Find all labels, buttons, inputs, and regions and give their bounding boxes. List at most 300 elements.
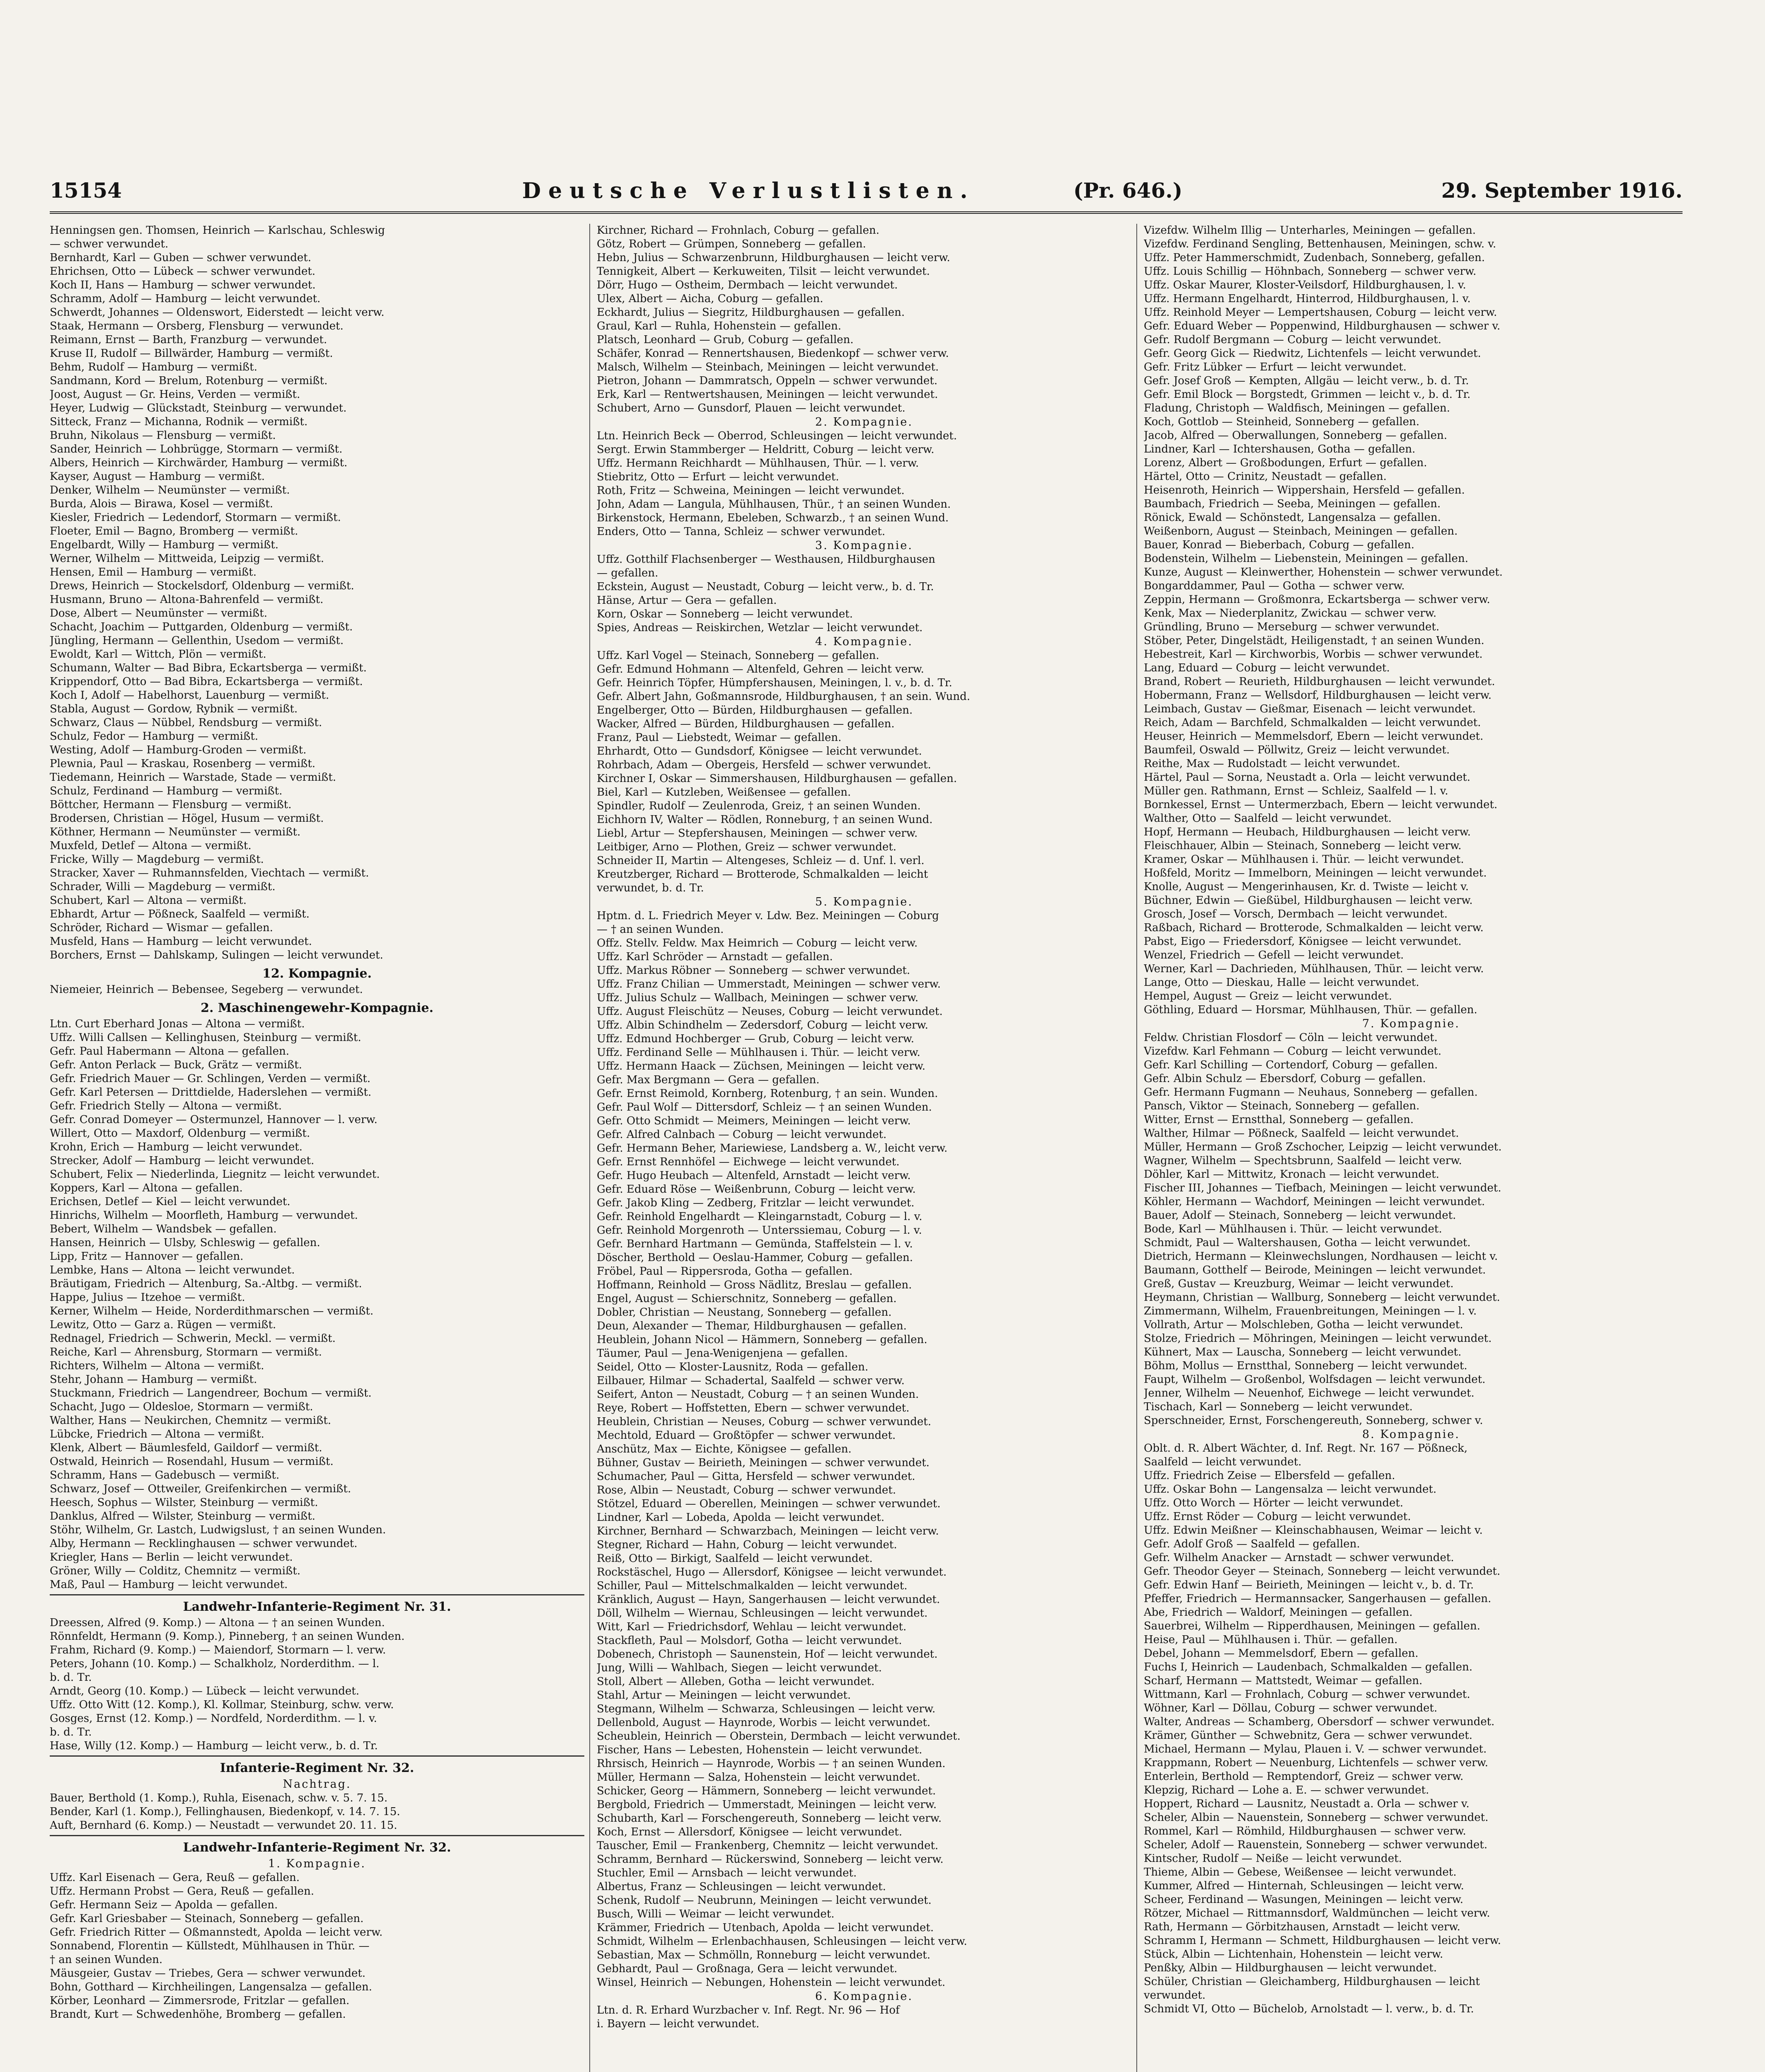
casualty-entry: Heuser, Heinrich — Memmelsdorf, Ebern — leicht verwundet. bbox=[1144, 730, 1484, 743]
casualty-entry: Engel, August — Schierschnitz, Sonneberg — gefallen. bbox=[597, 1293, 897, 1305]
casualty-entry: Brodersen, Christian — Högel, Husum — vermißt. bbox=[50, 812, 324, 825]
casualty-entry: Gefr. Hermann Seiz — Apolda — gefallen. bbox=[50, 1899, 278, 1911]
casualty-entry: Vizefdw. Ferdinand Sengling, Bettenhausen, Meiningen, schw. v. bbox=[1144, 238, 1496, 250]
casualty-entry: Kunze, August — Kleinwerther, Hohenstein — schwer verwundet. bbox=[1144, 566, 1503, 579]
casualty-entry: Alby, Hermann — Recklinghausen — schwer verwundet. bbox=[50, 1537, 358, 1550]
casualty-entry: Erichsen, Detlef — Kiel — leicht verwundet. bbox=[50, 1196, 291, 1208]
casualty-entry: Vizefdw. Wilhelm Illig — Unterharles, Meiningen — gefallen. bbox=[1144, 224, 1476, 237]
casualty-entry: Uffz. Louis Schillig — Höhnbach, Sonneberg — schwer verw. bbox=[1144, 265, 1477, 278]
casualty-entry: Schrader, Willi — Magdeburg — vermißt. bbox=[50, 881, 276, 893]
casualty-entry: Gefr. Max Bergmann — Gera — gefallen. bbox=[597, 1074, 820, 1086]
casualty-entry: Rommel, Karl — Römhild, Hildburghausen — schwer verw. bbox=[1144, 1825, 1466, 1837]
column-2 bbox=[597, 224, 1131, 2072]
casualty-entry: Schramm, Hans — Gadebusch — vermißt. bbox=[50, 1469, 280, 1481]
company-heading: 7. Kompagnie. bbox=[1362, 1017, 1460, 1030]
casualty-entry: Vollrath, Artur — Molschleben, Gotha — leicht verwundet. bbox=[1144, 1319, 1463, 1331]
casualty-entry: Bernhardt, Karl — Guben — schwer verwundet. bbox=[50, 252, 311, 264]
casualty-entry: Götz, Robert — Grümpen, Sonneberg — gefallen. bbox=[597, 238, 866, 250]
casualty-entry: Baumfeil, Oswald — Pöllwitz, Greiz — leicht verwundet. bbox=[1144, 744, 1450, 756]
casualty-entry: Gebhardt, Paul — Großnaga, Gera — leicht verwundet. bbox=[597, 1963, 898, 1975]
casualty-entry: Gefr. Hugo Heubach — Altenfeld, Arnstadt — leicht verw. bbox=[597, 1169, 911, 1182]
casualty-entry: Mechtold, Eduard — Großtöpfer — schwer verwundet. bbox=[597, 1429, 896, 1442]
casualty-entry: Stracker, Xaver — Ruhmannsfelden, Viechtach — vermißt. bbox=[50, 867, 369, 879]
casualty-entry: Stabla, August — Gordow, Rybnik — vermißt. bbox=[50, 703, 298, 715]
casualty-entry: Uffz. Edwin Meißner — Kleinschabhausen, Weimar — leicht v. bbox=[1144, 1524, 1483, 1537]
casualty-entry: Hoffmann, Reinhold — Gross Nädlitz, Breslau — gefallen. bbox=[597, 1279, 912, 1291]
casualty-entry: Härtel, Otto — Crinitz, Neustadt — gefallen. bbox=[1144, 470, 1387, 483]
casualty-entry: Rockstäschel, Hugo — Allersdorf, Königsee — leicht verwundet. bbox=[597, 1566, 947, 1578]
casualty-entry: Hebn, Julius — Schwarzenbrunn, Hildburghausen — leicht verw. bbox=[597, 252, 950, 264]
casualty-entry: Reimann, Ernst — Barth, Franzburg — verwundet. bbox=[50, 334, 327, 346]
casualty-entry: Rose, Albin — Neustadt, Coburg — schwer verwundet. bbox=[597, 1484, 896, 1496]
casualty-entry: Heublein, Christian — Neuses, Coburg — schwer verwundet. bbox=[597, 1416, 932, 1428]
casualty-entry: Offz. Stellv. Feldw. Max Heimrich — Coburg — leicht verw. bbox=[597, 937, 918, 949]
casualty-entry: Seifert, Anton — Neustadt, Coburg — † an seinen Wunden. bbox=[597, 1388, 919, 1401]
casualty-entry: Gefr. Albin Schulz — Ebersdorf, Coburg — gefallen. bbox=[1144, 1072, 1426, 1085]
casualty-entry: Köthner, Hermann — Neumünster — vermißt. bbox=[50, 826, 301, 838]
company-heading: 2. Kompagnie. bbox=[815, 416, 913, 428]
casualty-entry: Ostwald, Heinrich — Rosendahl, Husum — vermißt. bbox=[50, 1455, 334, 1468]
casualty-entry: Pietron, Johann — Dammratsch, Oppeln — schwer verwundet. bbox=[597, 375, 938, 387]
casualty-entry: Gefr. Alfred Calnbach — Coburg — leicht verwundet. bbox=[597, 1128, 887, 1141]
company-heading: 6. Kompagnie. bbox=[815, 1990, 913, 2003]
casualty-entry: Hinrichs, Wilhelm — Moorfleth, Hamburg — verwundet. bbox=[50, 1209, 358, 1222]
casualty-entry: Werner, Wilhelm — Mittweida, Leipzig — vermißt. bbox=[50, 552, 324, 565]
casualty-entry: Sonnabend, Florentin — Küllstedt, Mühlhausen in Thür. — bbox=[50, 1940, 370, 1952]
casualty-entry: Gefr. Fritz Lübker — Erfurt — leicht verwundet. bbox=[1144, 361, 1407, 373]
casualty-entry: Schramm, Adolf — Hamburg — leicht verwundet. bbox=[50, 293, 321, 305]
casualty-entry: Fröbel, Paul — Rippersroda, Gotha — gefallen. bbox=[597, 1265, 853, 1278]
casualty-entry: Dellenbold, August — Haynrode, Worbis — leicht verwundet. bbox=[597, 1716, 931, 1729]
casualty-entry: Ltn. Heinrich Beck — Oberrod, Schleusingen — leicht verwundet. bbox=[597, 430, 957, 442]
issue-number: (Pr. 646.) bbox=[1073, 178, 1183, 203]
casualty-entry: Hansen, Heinrich — Ulsby, Schleswig — gefallen. bbox=[50, 1237, 320, 1249]
casualty-entry: Willert, Otto — Maxdorf, Oldenburg — vermißt. bbox=[50, 1127, 310, 1140]
casualty-entry: Täumer, Paul — Jena-Wenigenjena — gefallen. bbox=[597, 1347, 848, 1360]
casualty-entry: Pfeffer, Friedrich — Hermannsacker, Sangerhausen — gefallen. bbox=[1144, 1593, 1491, 1605]
casualty-entry: Eckstein, August — Neustadt, Coburg — leicht verw., b. d. Tr. bbox=[597, 581, 934, 593]
casualty-entry: Wöhner, Karl — Döllau, Coburg — schwer verwundet. bbox=[1144, 1702, 1438, 1714]
company-heading: Nachtrag. bbox=[283, 1778, 351, 1791]
casualty-entry: Reithe, Max — Rudolstadt — leicht verwundet. bbox=[1144, 758, 1400, 770]
casualty-entry: Korn, Oskar — Sonneberg — leicht verwundet. bbox=[597, 608, 853, 620]
casualty-entry: Kummer, Alfred — Hinternah, Schleusingen — leicht verw. bbox=[1144, 1880, 1464, 1892]
company-heading: 5. Kompagnie. bbox=[815, 896, 913, 908]
casualty-entry: Schubert, Felix — Niederlinda, Liegnitz — leicht verwundet. bbox=[50, 1168, 380, 1181]
section-rule bbox=[50, 1594, 584, 1595]
casualty-entry: Döll, Wilhelm — Wiernau, Schleusingen — leicht verwundet. bbox=[597, 1607, 928, 1619]
casualty-entry: Walther, Hans — Neukirchen, Chemnitz — vermißt. bbox=[50, 1414, 332, 1427]
casualty-entry: Gosges, Ernst (12. Komp.) — Nordfeld, Norderdithm. — l. v. bbox=[50, 1712, 377, 1725]
casualty-entry: Bergbold, Friedrich — Ummerstadt, Meiningen — leicht verw. bbox=[597, 1798, 937, 1811]
casualty-entry: Bühner, Gustav — Beirieth, Meiningen — schwer verwundet. bbox=[597, 1457, 930, 1469]
column-divider bbox=[589, 224, 590, 2072]
casualty-entry: Happe, Julius — Itzehoe — vermißt. bbox=[50, 1291, 245, 1304]
casualty-entry: Koch, Gottlob — Steinheid, Sonneberg — gefallen. bbox=[1144, 416, 1420, 428]
casualty-entry: Floeter, Emil — Bagno, Bromberg — vermißt. bbox=[50, 525, 298, 537]
casualty-entry: Rohrbach, Adam — Obergeis, Hersfeld — schwer verwundet. bbox=[597, 759, 931, 771]
casualty-entry: Albers, Heinrich — Kirchwärder, Hamburg — vermißt. bbox=[50, 457, 348, 469]
casualty-entry: Frahm, Richard (9. Komp.) — Maiendorf, Stormarn — l. verw. bbox=[50, 1644, 386, 1656]
casualty-entry: Engelbardt, Willy — Hamburg — vermißt. bbox=[50, 539, 279, 551]
casualty-entry: Koppers, Karl — Altona — gefallen. bbox=[50, 1182, 243, 1194]
casualty-entry: Ehrhardt, Otto — Gundsdorf, Königsee — leicht verwundet. bbox=[597, 745, 922, 758]
casualty-entry: Schumacher, Paul — Gitta, Hersfeld — schwer verwundet. bbox=[597, 1470, 915, 1483]
casualty-entry: Gefr. Eduard Weber — Poppenwind, Hildburghausen — schwer v. bbox=[1144, 320, 1501, 332]
casualty-entry: Bauer, Adolf — Steinach, Sonneberg — leicht verwundet. bbox=[1144, 1209, 1456, 1222]
casualty-entry: Uffz. Markus Röbner — Sonneberg — schwer verwundet. bbox=[597, 964, 910, 977]
casualty-entry: Gefr. Albert Jahn, Goßmannsrode, Hildburghausen, † an sein. Wund. bbox=[597, 690, 971, 703]
casualty-entry: Döscher, Berthold — Oeslau-Hammer, Coburg — gefallen. bbox=[597, 1251, 913, 1264]
casualty-entry: Denker, Wilhelm — Neumünster — vermißt. bbox=[50, 484, 290, 496]
casualty-entry: Schubert, Karl — Altona — vermißt. bbox=[50, 894, 247, 907]
casualty-entry: Kramer, Oskar — Mühlhausen i. Thür. — leicht verwundet. bbox=[1144, 853, 1464, 866]
casualty-entry: Kränklich, August — Hayn, Sangerhausen — leicht verwundet. bbox=[597, 1593, 940, 1606]
casualty-entry: Thieme, Albin — Gebese, Weißensee — leicht verwundet. bbox=[1144, 1866, 1457, 1878]
casualty-entry: Reiß, Otto — Birkigt, Saalfeld — leicht verwundet. bbox=[597, 1552, 873, 1565]
casualty-entry: Fischer, Hans — Lebesten, Hohenstein — leicht verwundet. bbox=[597, 1744, 922, 1756]
casualty-entry: Debel, Johann — Memmelsdorf, Ebern — gefallen. bbox=[1144, 1647, 1419, 1660]
casualty-entry: Gefr. Josef Groß — Kempten, Allgäu — leicht verw., b. d. Tr. bbox=[1144, 375, 1469, 387]
casualty-entry: Bohn, Gotthard — Kirchheilingen, Langensalza — gefallen. bbox=[50, 1981, 372, 1993]
casualty-entry: Ulex, Albert — Aicha, Coburg — gefallen. bbox=[597, 293, 823, 305]
page-header bbox=[50, 178, 1683, 214]
casualty-entry: Engelberger, Otto — Bürden, Hildburghausen — gefallen. bbox=[597, 704, 913, 716]
casualty-entry: Schwerdt, Johannes — Oldenswort, Eiderstedt — leicht verw. bbox=[50, 306, 385, 319]
casualty-entry: Fischer III, Johannes — Tiefbach, Meiningen — leicht verwundet. bbox=[1144, 1182, 1501, 1194]
casualty-entry: † an seinen Wunden. bbox=[50, 1953, 163, 1966]
casualty-entry: Böhm, Mollus — Ernstthal, Sonneberg — leicht verwundet. bbox=[1144, 1360, 1467, 1372]
casualty-entry: Gefr. Reinhold Morgenroth — Unterssiemau, Coburg — l. v. bbox=[597, 1224, 922, 1237]
casualty-entry: Lübcke, Friedrich — Altona — vermißt. bbox=[50, 1428, 264, 1440]
casualty-entry: Gefr. Heinrich Töpfer, Hümpfershausen, Meiningen, l. v., b. d. Tr. bbox=[597, 677, 952, 689]
casualty-entry: Birkenstock, Hermann, Ebeleben, Schwarzb., † an seinen Wund. bbox=[597, 512, 949, 524]
casualty-entry: Heymann, Christian — Wallburg, Sonneberg — leicht verwundet. bbox=[1144, 1291, 1500, 1304]
casualty-entry: Stolze, Friedrich — Möhringen, Meiningen — leicht verwundet. bbox=[1144, 1332, 1492, 1345]
regiment-heading: Infanterie-Regiment Nr. 32. bbox=[220, 1761, 414, 1775]
casualty-entry: Härtel, Paul — Sorna, Neustadt a. Orla — leicht verwundet. bbox=[1144, 771, 1471, 784]
casualty-entry: Uffz. Hermann Probst — Gera, Reuß — gefallen. bbox=[50, 1885, 314, 1898]
casualty-entry: Wagner, Wilhelm — Spechtsbrunn, Saalfeld — leicht verw. bbox=[1144, 1155, 1462, 1167]
casualty-entry: Bornkessel, Ernst — Untermerzbach, Ebern — leicht verwundet. bbox=[1144, 799, 1498, 811]
casualty-entry: Scheler, Albin — Nauenstein, Sonneberg — schwer verwundet. bbox=[1144, 1811, 1489, 1824]
casualty-entry: Stöber, Peter, Dingelstädt, Heiligenstadt, † an seinen Wunden. bbox=[1144, 634, 1484, 647]
casualty-entry: Rötzer, Michael — Rittmannsdorf, Waldmünchen — leicht verw. bbox=[1144, 1907, 1490, 1920]
casualty-entry: Reye, Robert — Hoffstetten, Ebern — schwer verwundet. bbox=[597, 1402, 910, 1414]
casualty-entry: Gefr. Paul Wolf — Dittersdorf, Schleiz — † an seinen Wunden. bbox=[597, 1101, 932, 1113]
casualty-entry: Oblt. d. R. Albert Wächter, d. Inf. Regt. Nr. 167 — Pößneck, bbox=[1144, 1442, 1468, 1455]
casualty-entry: Richters, Wilhelm — Altona — vermißt. bbox=[50, 1360, 264, 1372]
casualty-entry: Stegner, Richard — Hahn, Coburg — leicht verwundet. bbox=[597, 1539, 897, 1551]
casualty-entry: Gefr. Edwin Hanf — Beirieth, Meiningen — leicht v., b. d. Tr. bbox=[1144, 1579, 1474, 1591]
casualty-entry: Stahl, Artur — Meiningen — leicht verwundet. bbox=[597, 1689, 851, 1702]
company-heading: 4. Kompagnie. bbox=[815, 635, 913, 648]
casualty-entry: Schulz, Ferdinand — Hamburg — vermißt. bbox=[50, 785, 283, 797]
casualty-entry: Michael, Hermann — Mylau, Plauen i. V. — schwer verwundet. bbox=[1144, 1743, 1487, 1755]
casualty-entry: Walther, Otto — Saalfeld — leicht verwundet. bbox=[1144, 812, 1392, 825]
company-heading: 8. Kompagnie. bbox=[1362, 1428, 1460, 1441]
casualty-entry: Bodenstein, Wilhelm — Liebenstein, Meiningen — gefallen. bbox=[1144, 552, 1468, 565]
casualty-entry: Tennigkeit, Albert — Kerkuweiten, Tilsit — leicht verwundet. bbox=[597, 265, 930, 278]
casualty-entry: Danklus, Alfred — Wilster, Steinburg — vermißt. bbox=[50, 1510, 315, 1523]
company-heading: 1. Kompagnie. bbox=[268, 1857, 366, 1870]
casualty-entry: Peters, Johann (10. Komp.) — Schalkholz, Norderdithm. — l. bbox=[50, 1658, 380, 1670]
casualty-entry: Anschütz, Max — Eichte, Königsee — gefallen. bbox=[597, 1443, 852, 1455]
casualty-entry: Stöhr, Wilhelm, Gr. Lastch, Ludwigslust, † an seinen Wunden. bbox=[50, 1524, 386, 1536]
casualty-entry: Uffz. Ferdinand Selle — Mühlhausen i. Thür. — leicht verw. bbox=[597, 1046, 920, 1059]
page-number: 15154 bbox=[50, 178, 122, 203]
casualty-entry: Behm, Rudolf — Hamburg — vermißt. bbox=[50, 361, 257, 373]
casualty-entry: Uffz. Oskar Bohn — Langensalza — leicht verwundet. bbox=[1144, 1483, 1437, 1496]
casualty-entry: Uffz. Friedrich Zeise — Elbersfeld — gefallen. bbox=[1144, 1469, 1395, 1482]
casualty-entry: Hptm. d. L. Friedrich Meyer v. Ldw. Bez. Meiningen — Coburg bbox=[597, 910, 939, 922]
casualty-entry: Brandt, Kurt — Schwedenhöhe, Bromberg — gefallen. bbox=[50, 2008, 346, 2021]
casualty-entry: Schiller, Paul — Mittelschmalkalden — leicht verwundet. bbox=[597, 1580, 908, 1592]
casualty-entry: Uffz. Karl Vogel — Steinach, Sonneberg — gefallen. bbox=[597, 649, 879, 662]
casualty-entry: Heise, Paul — Mühlhausen i. Thür. — gefallen. bbox=[1144, 1634, 1398, 1646]
casualty-entry: Uffz. Karl Schröder — Arnstadt — gefallen. bbox=[597, 951, 833, 963]
casualty-entry: Kreutzberger, Richard — Brotterode, Schmalkalden — leicht bbox=[597, 868, 928, 881]
casualty-entry: Hensen, Emil — Hamburg — vermißt. bbox=[50, 566, 257, 579]
casualty-entry: Stegmann, Wilhelm — Schwarza, Schleusingen — leicht verw. bbox=[597, 1703, 936, 1715]
casualty-entry: Gefr. Georg Gick — Riedwitz, Lichtenfels — leicht verwundet. bbox=[1144, 347, 1481, 360]
casualty-entry: Fuchs I, Heinrich — Laudenbach, Schmalkalden — gefallen. bbox=[1144, 1661, 1473, 1673]
casualty-entry: Dobenech, Christoph — Saunenstein, Hof — leicht verwundet. bbox=[597, 1648, 938, 1661]
casualty-entry: Gründling, Bruno — Merseburg — schwer verwundet. bbox=[1144, 621, 1440, 633]
casualty-entry: Gefr. Hermann Fugmann — Neuhaus, Sonneberg — gefallen. bbox=[1144, 1086, 1478, 1099]
casualty-entry: Faupt, Wilhelm — Großenbol, Wolfsdagen — leicht verwundet. bbox=[1144, 1373, 1486, 1386]
casualty-entry: Greß, Gustav — Kreuzburg, Weimar — leicht verwundet. bbox=[1144, 1278, 1454, 1290]
casualty-entry: Husmann, Bruno — Altona-Bahrenfeld — vermißt. bbox=[50, 593, 324, 606]
casualty-entry: Ehrichsen, Otto — Lübeck — schwer verwundet. bbox=[50, 265, 316, 278]
casualty-entry: Tauscher, Emil — Frankenberg, Chemnitz — leicht verwundet. bbox=[597, 1840, 939, 1852]
casualty-entry: Dobler, Christian — Neustang, Sonneberg — gefallen. bbox=[597, 1306, 892, 1319]
casualty-entry: Gröner, Willy — Colditz, Chemnitz — vermißt. bbox=[50, 1565, 300, 1577]
casualty-entry: Platsch, Leonhard — Grub, Coburg — gefallen. bbox=[597, 334, 854, 346]
casualty-entry: Gefr. Bernhard Hartmann — Gemünda, Staffelstein — l. v. bbox=[597, 1238, 913, 1250]
casualty-entry: Maß, Paul — Hamburg — leicht verwundet. bbox=[50, 1578, 288, 1591]
casualty-entry: Kirchner, Richard — Frohnlach, Coburg — gefallen. bbox=[597, 224, 879, 237]
casualty-entry: Uffz. Willi Callsen — Kellinghusen, Steinburg — vermißt. bbox=[50, 1031, 361, 1044]
casualty-entry: Sergt. Erwin Stammberger — Heldritt, Coburg — leicht verw. bbox=[597, 443, 935, 456]
casualty-entry: Enterlein, Berthold — Remptendorf, Greiz — schwer verw. bbox=[1144, 1770, 1464, 1783]
section-rule bbox=[50, 1835, 584, 1836]
casualty-entry: Gefr. Anton Perlack — Buck, Grätz — vermißt. bbox=[50, 1059, 302, 1071]
regiment-heading: Landwehr-Infanterie-Regiment Nr. 32. bbox=[183, 1840, 451, 1855]
casualty-entry: Scheler, Adolf — Rauenstein, Sonneberg — schwer verwundet. bbox=[1144, 1839, 1488, 1851]
casualty-entry: Ebhardt, Artur — Pößneck, Saalfeld — vermißt. bbox=[50, 908, 310, 920]
casualty-entry: Bräutigam, Friedrich — Altenburg, Sa.-Altbg. — vermißt. bbox=[50, 1278, 362, 1290]
casualty-entry: Uffz. Gotthilf Flachsenberger — Westhausen, Hildburghausen bbox=[597, 553, 935, 566]
casualty-entry: Schacht, Joachim — Puttgarden, Oldenburg — vermißt. bbox=[50, 621, 353, 633]
column-1 bbox=[50, 224, 584, 2072]
casualty-entry: Kintscher, Rudolf — Neiße — leicht verwundet. bbox=[1144, 1852, 1402, 1865]
casualty-entry: b. d. Tr. bbox=[50, 1671, 92, 1684]
publication-title: Deutsche Verlustlisten. bbox=[522, 178, 975, 203]
casualty-entry: Rath, Hermann — Görbitzhausen, Arnstadt — leicht verw. bbox=[1144, 1921, 1460, 1933]
casualty-entry: Stackfleth, Paul — Molsdorf, Gotha — leicht verwundet. bbox=[597, 1634, 902, 1647]
casualty-entry: Scheublein, Heinrich — Oberstein, Dermbach — leicht verwundet. bbox=[597, 1730, 961, 1743]
casualty-entry: Jüngling, Hermann — Gellenthin, Usedom — vermißt. bbox=[50, 634, 344, 647]
casualty-entry: Kerner, Wilhelm — Heide, Norderdithmarschen — vermißt. bbox=[50, 1305, 374, 1317]
casualty-entry: Schmidt, Wilhelm — Erlenbachhausen, Schleusingen — leicht verw. bbox=[597, 1935, 967, 1948]
casualty-entry: Schmidt VI, Otto — Büchelob, Arnolstadt — l. verw., b. d. Tr. bbox=[1144, 2003, 1474, 2015]
casualty-entry: Uffz. Otto Worch — Hörter — leicht verwundet. bbox=[1144, 1497, 1404, 1509]
casualty-entry: Reiche, Karl — Ahrensburg, Stormarn — vermißt. bbox=[50, 1346, 322, 1358]
casualty-entry: Krohn, Erich — Hamburg — leicht verwundet. bbox=[50, 1141, 303, 1153]
issue-date: 29. September 1916. bbox=[1441, 178, 1683, 203]
casualty-entry: Enders, Otto — Tanna, Schleiz — schwer verwundet. bbox=[597, 525, 886, 538]
casualty-entry: Musfeld, Hans — Hamburg — leicht verwundet. bbox=[50, 935, 312, 948]
casualty-entry: Spies, Andreas — Reiskirchen, Wetzlar — leicht verwundet. bbox=[597, 622, 923, 634]
casualty-entry: Krappmann, Robert — Neuenburg, Lichtenfels — schwer verw. bbox=[1144, 1757, 1489, 1769]
casualty-entry: Köhler, Hermann — Wachdorf, Meiningen — leicht verwundet. bbox=[1144, 1196, 1485, 1208]
column-3 bbox=[1144, 224, 1678, 2072]
casualty-entry: Auft, Bernhard (6. Komp.) — Neustadt — verwundet 20. 11. 15. bbox=[50, 1819, 397, 1832]
casualty-entry: Gefr. Karl Schilling — Cortendorf, Coburg — gefallen. bbox=[1144, 1059, 1438, 1071]
casualty-entry: Lindner, Karl — Lobeda, Apolda — leicht verwundet. bbox=[597, 1511, 885, 1524]
casualty-entry: Dörr, Hugo — Ostheim, Dermbach — leicht verwundet. bbox=[597, 279, 898, 291]
casualty-entry: Müller, Hermann — Salza, Hohenstein — leicht verwundet. bbox=[597, 1771, 920, 1784]
casualty-entry: Gefr. Friedrich Ritter — Oßmannstedt, Apolda — leicht verw. bbox=[50, 1926, 383, 1939]
casualty-entry: Bauer, Berthold (1. Komp.), Ruhla, Eisenach, schw. v. 5. 7. 15. bbox=[50, 1792, 388, 1804]
casualty-entry: Zimmermann, Wilhelm, Frauenbreitungen, Meiningen — l. v. bbox=[1144, 1305, 1477, 1317]
casualty-entry: Eckhardt, Julius — Siegritz, Hildburghausen — gefallen. bbox=[597, 306, 905, 319]
casualty-entry: Hebestreit, Karl — Kirchworbis, Worbis — schwer verwundet. bbox=[1144, 648, 1483, 661]
casualty-entry: Gefr. Theodor Geyer — Steinach, Sonneberg — leicht verwundet. bbox=[1144, 1565, 1501, 1578]
casualty-entry: Bongarddammer, Paul — Gotha — schwer verw. bbox=[1144, 580, 1405, 592]
casualty-entry: Westing, Adolf — Hamburg-Groden — vermißt. bbox=[50, 744, 307, 756]
casualty-entry: Schwarz, Claus — Nübbel, Rendsburg — vermißt. bbox=[50, 716, 322, 729]
casualty-entry: Schumann, Walter — Bad Bibra, Eckartsberga — vermißt. bbox=[50, 662, 367, 674]
casualty-entry: — † an seinen Wunden. bbox=[597, 923, 724, 936]
casualty-entry: Bebert, Wilhelm — Wandsbek — gefallen. bbox=[50, 1223, 277, 1235]
casualty-entry: Hempel, August — Greiz — leicht verwundet. bbox=[1144, 990, 1392, 1002]
company-heading: 3. Kompagnie. bbox=[815, 539, 913, 552]
casualty-entry: Dreessen, Alfred (9. Komp.) — Altona — † an seinen Wunden. bbox=[50, 1617, 385, 1629]
casualty-entry: Lipp, Fritz — Hannover — gefallen. bbox=[50, 1250, 244, 1263]
casualty-entry: Gefr. Rudolf Bergmann — Coburg — leicht verwundet. bbox=[1144, 334, 1442, 346]
casualty-entry: Sauerbrei, Wilhelm — Ripperdhausen, Meiningen — gefallen. bbox=[1144, 1620, 1480, 1632]
casualty-entry: verwundet. bbox=[1144, 1989, 1206, 2002]
casualty-entry: Eichhorn IV, Walter — Rödlen, Ronneburg, † an seinen Wund. bbox=[597, 813, 933, 826]
casualty-entry: Jung, Willi — Wahlbach, Siegen — leicht verwundet. bbox=[597, 1662, 882, 1674]
casualty-entry: Rönnfeldt, Hermann (9. Komp.), Pinneberg, † an seinen Wunden. bbox=[50, 1630, 405, 1643]
casualty-entry: Schneider II, Martin — Altengeses, Schleiz — d. Unf. l. verl. bbox=[597, 854, 925, 867]
casualty-entry: Stiebritz, Otto — Erfurt — leicht verwundet. bbox=[597, 471, 839, 483]
casualty-entry: Klenk, Albert — Bäumlesfeld, Gaildorf — vermißt. bbox=[50, 1442, 322, 1454]
casualty-entry: Scharf, Hermann — Mattstedt, Weimar — gefallen. bbox=[1144, 1675, 1423, 1687]
casualty-entry: Sandmann, Kord — Brelum, Rotenburg — vermißt. bbox=[50, 375, 328, 387]
casualty-entry: Busch, Willi — Weimar — leicht verwundet. bbox=[597, 1908, 835, 1920]
casualty-entry: Jenner, Wilhelm — Neuenhof, Eichwege — leicht verwundet. bbox=[1144, 1387, 1474, 1399]
casualty-entry: Eilbauer, Hilmar — Schadertal, Saalfeld — schwer verw. bbox=[597, 1375, 905, 1387]
casualty-entry: Werner, Karl — Dachrieden, Mühlhausen, Thür. — leicht verw. bbox=[1144, 963, 1484, 975]
casualty-entry: Gefr. Edmund Hohmann — Altenfeld, Gehren — leicht verw. bbox=[597, 663, 924, 675]
casualty-entry: Schmidt, Paul — Waltershausen, Gotha — leicht verwundet. bbox=[1144, 1237, 1471, 1249]
casualty-entry: Staak, Hermann — Orsberg, Flensburg — verwundet. bbox=[50, 320, 344, 332]
casualty-entry: Schwarz, Josef — Ottweiler, Greifenkirchen — vermißt. bbox=[50, 1483, 351, 1495]
section-rule bbox=[50, 1755, 584, 1757]
casualty-entry: Spindler, Rudolf — Zeulenroda, Greiz, † an seinen Wunden. bbox=[597, 800, 921, 812]
casualty-entry: Albertus, Franz — Schleusingen — leicht verwundet. bbox=[597, 1881, 886, 1893]
casualty-entry: Muxfeld, Detlef — Altona — vermißt. bbox=[50, 840, 252, 852]
casualty-entry: Uffz. Reinhold Meyer — Lempertshausen, Coburg — leicht verw. bbox=[1144, 306, 1497, 319]
casualty-entry: Heisenroth, Heinrich — Wippershain, Hersfeld — gefallen. bbox=[1144, 484, 1465, 496]
casualty-entry: Bruhn, Nikolaus — Flensburg — vermißt. bbox=[50, 429, 276, 442]
casualty-entry: Joost, August — Gr. Heins, Verden — vermißt. bbox=[50, 388, 300, 401]
casualty-entry: Raßbach, Richard — Brotterode, Schmalkalden — leicht verw. bbox=[1144, 922, 1484, 934]
casualty-entry: Wenzel, Friedrich — Gefell — leicht verwundet. bbox=[1144, 949, 1404, 961]
casualty-entry: Krämmer, Friedrich — Utenbach, Apolda — leicht verwundet. bbox=[597, 1922, 934, 1934]
casualty-entry: Wacker, Alfred — Bürden, Hildburghausen — gefallen. bbox=[597, 718, 895, 730]
casualty-entry: Baumann, Gotthelf — Beirode, Meiningen — leicht verwundet. bbox=[1144, 1264, 1486, 1276]
casualty-entry: Leimbach, Gustav — Gießmar, Eisenach — leicht verwundet. bbox=[1144, 703, 1476, 715]
casualty-entry: Heyer, Ludwig — Glückstadt, Steinburg — verwundet. bbox=[50, 402, 347, 414]
casualty-entry: Roth, Fritz — Schweina, Meiningen — leicht verwundet. bbox=[597, 484, 905, 497]
casualty-entry: Gefr. Wilhelm Anacker — Arnstadt — schwer verwundet. bbox=[1144, 1552, 1454, 1564]
casualty-entry: Uffz. Franz Chilian — Ummerstadt, Meiningen — schwer verw. bbox=[597, 978, 941, 990]
casualty-entry: Krämer, Günther — Schwebnitz, Gera — schwer verwundet. bbox=[1144, 1729, 1473, 1742]
casualty-entry: Pansch, Viktor — Steinach, Sonneberg — gefallen. bbox=[1144, 1100, 1420, 1112]
casualty-entry: Hoßfeld, Moritz — Immelborn, Meiningen — leicht verwundet. bbox=[1144, 867, 1487, 879]
casualty-entry: Kühnert, Max — Lauscha, Sonneberg — leicht verwundet. bbox=[1144, 1346, 1462, 1358]
casualty-entry: Liebl, Artur — Stepfershausen, Meiningen — schwer verw. bbox=[597, 827, 918, 840]
casualty-entry: Kenk, Max — Niederplanitz, Zwickau — schwer verw. bbox=[1144, 607, 1437, 620]
casualty-entry: Schubarth, Karl — Forschengereuth, Sonneberg — leicht verw. bbox=[597, 1812, 942, 1825]
casualty-entry: Jacob, Alfred — Oberwallungen, Sonneberg — gefallen. bbox=[1144, 429, 1448, 442]
casualty-entry: Kriegler, Hans — Berlin — leicht verwundet. bbox=[50, 1551, 293, 1564]
casualty-entry: Ltn. Curt Eberhard Jonas — Altona — vermißt. bbox=[50, 1018, 305, 1030]
casualty-entry: Klepzig, Richard — Lohe a. E. — schwer verwundet. bbox=[1144, 1784, 1429, 1796]
casualty-entry: Bauer, Konrad — Bieberbach, Coburg — gefallen. bbox=[1144, 539, 1415, 551]
casualty-entry: Gefr. Jakob Kling — Zedberg, Fritzlar — leicht verwundet. bbox=[597, 1197, 915, 1209]
regiment-heading: 2. Maschinengewehr-Kompagnie. bbox=[201, 1001, 433, 1015]
casualty-entry: Koch II, Hans — Hamburg — schwer verwundet. bbox=[50, 279, 316, 291]
casualty-entry: Malsch, Wilhelm — Steinbach, Meiningen — leicht verwundet. bbox=[597, 361, 939, 373]
casualty-entry: Gefr. Karl Griesbaber — Steinach, Sonneberg — gefallen. bbox=[50, 1912, 364, 1925]
casualty-entry: Hopf, Hermann — Heubach, Hildburghausen — leicht verw. bbox=[1144, 826, 1471, 838]
casualty-entry: Gefr. Friedrich Stelly — Altona — vermißt. bbox=[50, 1100, 282, 1112]
casualty-entry: Müller, Hermann — Groß Zschocher, Leipzig — leicht verwundet. bbox=[1144, 1141, 1502, 1153]
casualty-entry: Hoppert, Richard — Lausnitz, Neustadt a. Orla — schwer v. bbox=[1144, 1798, 1470, 1810]
casualty-entry: Wittmann, Karl — Frohnlach, Coburg — schwer verwundet. bbox=[1144, 1688, 1470, 1701]
casualty-entry: Gefr. Reinhold Engelhardt — Kleingarnstadt, Coburg — l. v. bbox=[597, 1210, 922, 1223]
casualty-entry: Stötzel, Eduard — Oberellen, Meiningen — schwer verwundet. bbox=[597, 1498, 941, 1510]
casualty-entry: Uffz. Otto Witt (12. Komp.), Kl. Kollmar, Steinburg, schw. verw. bbox=[50, 1699, 394, 1711]
casualty-entry: Kirchner, Bernhard — Schwarzbach, Meiningen — leicht verw. bbox=[597, 1525, 939, 1537]
casualty-entry: Büchner, Edwin — Gießübel, Hildburghausen — leicht verw. bbox=[1144, 894, 1473, 907]
casualty-entry: Lang, Eduard — Coburg — leicht verwundet. bbox=[1144, 662, 1390, 674]
casualty-entry: i. Bayern — leicht verwundet. bbox=[597, 2018, 760, 2030]
casualty-entry: Erk, Karl — Rentwertshausen, Meiningen — leicht verwundet. bbox=[597, 388, 938, 401]
casualty-entry: Gefr. Ernst Reimold, Kornberg, Rotenburg, † an sein. Wunden. bbox=[597, 1087, 938, 1100]
casualty-entry: Scheer, Ferdinand — Wasungen, Meiningen — leicht verw. bbox=[1144, 1893, 1464, 1906]
casualty-entry: Bender, Karl (1. Komp.), Fellinghausen, Biedenkopf, v. 14. 7. 15. bbox=[50, 1806, 400, 1818]
casualty-entry: Gefr. Eduard Röse — Weißenbrunn, Coburg — leicht verw. bbox=[597, 1183, 916, 1196]
casualty-entry: Fleischhauer, Albin — Steinach, Sonneberg — leicht verw. bbox=[1144, 840, 1462, 852]
casualty-entry: Lembke, Hans — Altona — leicht verwundet. bbox=[50, 1264, 295, 1276]
casualty-entry: Gefr. Friedrich Mauer — Gr. Schlingen, Verden — vermißt. bbox=[50, 1072, 370, 1085]
casualty-entry: Franz, Paul — Liebstedt, Weimar — gefallen. bbox=[597, 731, 842, 744]
casualty-entry: Hobermann, Franz — Wellsdorf, Hildburghausen — leicht verw. bbox=[1144, 689, 1492, 702]
casualty-entry: Stuchler, Emil — Arnsbach — leicht verwundet. bbox=[597, 1867, 857, 1879]
casualty-entry: — gefallen. bbox=[597, 567, 659, 579]
casualty-entry: Böttcher, Hermann — Flensburg — vermißt. bbox=[50, 799, 292, 811]
casualty-entry: Ewoldt, Karl — Wittch, Plön — vermißt. bbox=[50, 648, 266, 661]
casualty-entry: Winsel, Heinrich — Nebungen, Hohenstein — leicht verwundet. bbox=[597, 1976, 946, 1989]
casualty-entry: Ltn. d. R. Erhard Wurzbacher v. Inf. Regt. Nr. 96 — Hof bbox=[597, 2004, 900, 2016]
